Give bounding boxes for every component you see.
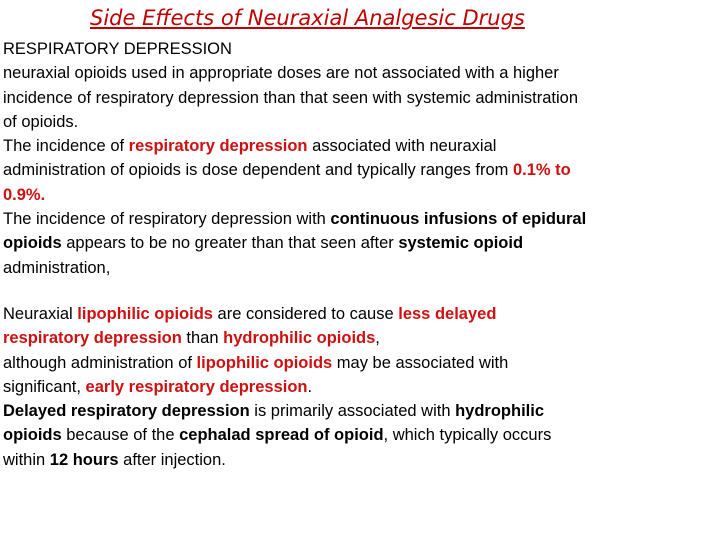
highlight-text: 0.1% to bbox=[512, 161, 571, 180]
bold-text: Delayed respiratory depression bbox=[3, 402, 250, 421]
highlight-text: respiratory depression bbox=[3, 329, 182, 348]
text-line: respiratory depression than hydrophilic opioids, bbox=[3, 329, 380, 348]
bold-text: systemic opioid bbox=[398, 234, 524, 253]
paragraph-respiratory-depression bbox=[3, 37, 715, 280]
highlight-text: hydrophilic opioids bbox=[223, 329, 376, 348]
text-line: of opioids. bbox=[3, 112, 79, 131]
text-line bbox=[3, 183, 715, 207]
text-line: opioids appears to be no greater than that seen after systemic opioid bbox=[3, 234, 524, 253]
bold-text: cephalad spread of opioid bbox=[179, 426, 384, 445]
bold-text: continuous infusions of epidural bbox=[330, 210, 587, 229]
text-line: The incidence of respiratory depression associated with neuraxial bbox=[3, 137, 497, 156]
text-line: significant, early respiratory depression. bbox=[3, 377, 313, 396]
highlight-text: lipophilic opioids bbox=[196, 353, 333, 372]
highlight-text: lipophilic opioids bbox=[77, 305, 213, 323]
text-line: administration, bbox=[3, 258, 111, 277]
bold-text: opioids bbox=[3, 426, 62, 445]
text-line: Neuraxial lipophilic opioids are considered to cause less delayed bbox=[3, 305, 497, 323]
bold-text: opioids bbox=[3, 234, 62, 253]
bold-text: 12 hours bbox=[49, 450, 119, 469]
slide-title: Side Effects of Neuraxial Analgesic Drugs bbox=[90, 6, 525, 30]
highlight-text: 0.9%. bbox=[3, 185, 46, 204]
text-line: Delayed respiratory depression is primarily associated with hydrophilic bbox=[3, 402, 545, 421]
text-line: neuraxial opioids used in appropriate doses are not associated with a higher bbox=[3, 64, 559, 83]
section-heading: RESPIRATORY DEPRESSION bbox=[3, 40, 232, 58]
highlight-text: less delayed bbox=[398, 305, 497, 323]
text-line: within 12 hours after injection. bbox=[3, 450, 226, 469]
bold-text: hydrophilic bbox=[455, 402, 545, 421]
text-line: opioids because of the cephalad spread of opioid, which typically occurs bbox=[3, 426, 552, 445]
text-line: although administration of lipophilic opioids may be associated with bbox=[3, 353, 509, 372]
text-line: administration of opioids is dose dependent and typically ranges from 0.1% to bbox=[3, 161, 571, 180]
text-line: The incidence of respiratory depression with continuous infusions of epidural bbox=[3, 210, 587, 229]
text-line: incidence of respiratory depression than that seen with systemic administration bbox=[3, 88, 579, 107]
paragraph-lipophilic-hydrophilic bbox=[3, 302, 715, 472]
highlight-text: early respiratory depression bbox=[85, 377, 308, 396]
highlight-text: respiratory depression bbox=[128, 137, 308, 156]
